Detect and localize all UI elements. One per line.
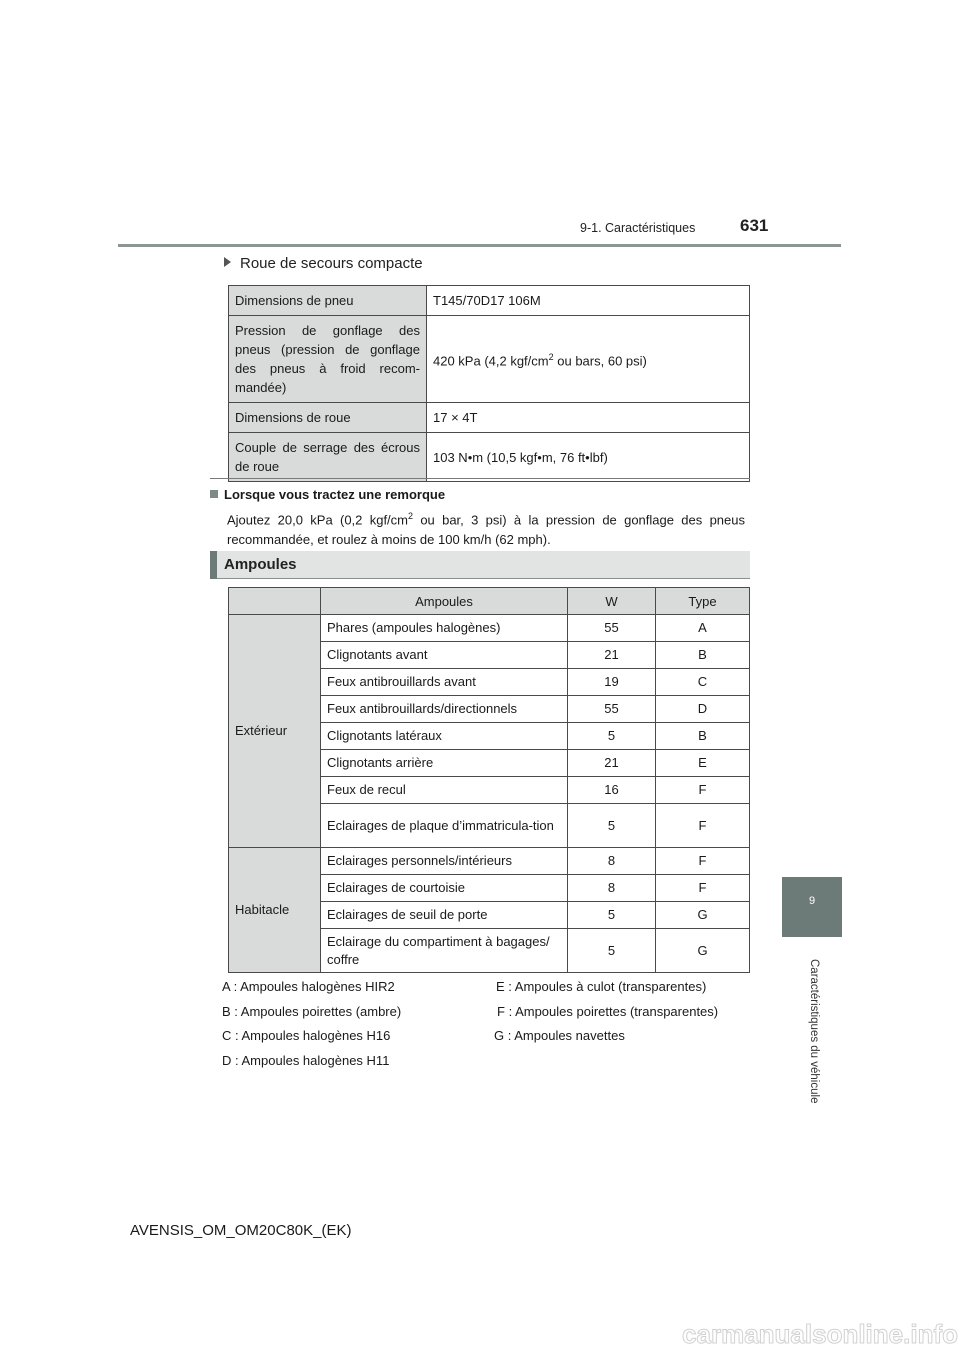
bulb-watts: 19 (568, 669, 656, 696)
chapter-number: 9 (808, 895, 816, 907)
bulb-type: E (656, 750, 750, 777)
group-cell: Extérieur (229, 615, 321, 848)
legend-letter: D (222, 1053, 232, 1068)
column-header: Ampoules (321, 588, 568, 615)
bulb-name: Clignotants avant (321, 642, 568, 669)
section-bar-accent (210, 551, 217, 579)
legend-letter: B (222, 1004, 231, 1019)
column-header: Type (656, 588, 750, 615)
bulb-type: F (656, 777, 750, 804)
legend-letter: F (497, 1004, 505, 1019)
bulb-watts: 5 (568, 929, 656, 973)
bulb-name: Clignotants latéraux (321, 723, 568, 750)
towing-note-title-text: Lorsque vous tractez une remorque (224, 487, 446, 502)
legend-text: Ampoules halogènes H11 (241, 1053, 390, 1068)
bulb-type: G (656, 929, 750, 973)
legend-item: A : Ampoules halogènes HIR2 (222, 979, 395, 994)
divider (210, 478, 750, 479)
group-cell: Habitacle (229, 848, 321, 973)
section-bar (210, 551, 750, 579)
bulb-type: F (656, 804, 750, 848)
legend-letter: A (222, 979, 230, 994)
legend-letter: C (222, 1028, 232, 1043)
watermark (0, 1315, 960, 1358)
legend-letter: E (496, 979, 505, 994)
towing-note-text (227, 506, 745, 550)
table-row (229, 615, 750, 642)
page-number: 631 (740, 216, 769, 235)
table-row (229, 848, 750, 875)
header-rule (118, 244, 841, 247)
bulb-watts: 21 (568, 750, 656, 777)
legend-text: Ampoules poirettes (ambre) (240, 1004, 402, 1019)
spec-value (427, 316, 750, 403)
spec-key: Couple de serrage des écrous de roue (229, 433, 427, 482)
bulb-watts: 5 (568, 902, 656, 929)
document-code: AVENSIS_OM_OM20C80K_(EK) (130, 1222, 352, 1239)
bulb-type: D (656, 696, 750, 723)
spec-value-text: 420 kPa (4,2 kgf/cm (433, 353, 549, 369)
triangle-bullet-icon (224, 257, 231, 267)
towing-note-title (210, 487, 445, 502)
bulb-type: F (656, 848, 750, 875)
bulb-watts: 5 (568, 723, 656, 750)
bulb-name: Eclairages de seuil de porte (321, 902, 568, 929)
towing-text-part: Ajoutez 20,0 kPa (0,2 kgf/cm (227, 512, 408, 528)
spare-wheel-table (228, 285, 750, 482)
table-row (229, 286, 750, 316)
spec-key: Dimensions de roue (229, 403, 427, 433)
bulb-watts: 21 (568, 642, 656, 669)
bulb-type: A (656, 615, 750, 642)
legend-text: Ampoules navettes (514, 1028, 625, 1043)
table-header-row (229, 588, 750, 615)
superscript: 2 (548, 351, 554, 362)
spare-wheel-heading-text: Roue de secours compacte (240, 255, 423, 272)
bulb-watts: 55 (568, 696, 656, 723)
legend-item: D : Ampoules halogènes H11 (222, 1053, 390, 1068)
legend-text: Ampoules poirettes (transparentes) (515, 1004, 719, 1019)
bulb-watts: 55 (568, 615, 656, 642)
bulb-name: Feux de recul (321, 777, 568, 804)
square-bullet-icon (210, 490, 218, 498)
legend-text: Ampoules halogènes H16 (241, 1028, 391, 1043)
legend-item: E : Ampoules à culot (transparentes) (496, 979, 707, 994)
bulb-name: Feux antibrouillards avant (321, 669, 568, 696)
legend-item: C : Ampoules halogènes H16 (222, 1028, 391, 1043)
watermark-text: carmanualsonline.info (682, 1319, 958, 1349)
table-row (229, 403, 750, 433)
bulb-watts: 8 (568, 875, 656, 902)
section-title-bulbs: Ampoules (224, 556, 297, 573)
section-title: 9-1. Caractéristiques (580, 221, 696, 235)
bulb-name: Eclairages de courtoisie (321, 875, 568, 902)
table-row (229, 433, 750, 482)
spec-value: 17 × 4T (427, 403, 750, 433)
spec-value-tail: ou bars, 60 psi) (553, 353, 647, 369)
bulb-watts: 8 (568, 848, 656, 875)
bulb-watts: 5 (568, 804, 656, 848)
bulb-name: Feux antibrouillards/directionnels (321, 696, 568, 723)
spec-value: T145/70D17 106M (427, 286, 750, 316)
superscript: 2 (408, 511, 414, 521)
spec-key: Pression de gonflage des pneus (pression de gonflage des pneus à froid recom-mandée) (229, 316, 427, 403)
bulb-name: Eclairage du compartiment à bagages/ coffre (321, 929, 568, 973)
bulb-type: B (656, 642, 750, 669)
bulb-name: Clignotants arrière (321, 750, 568, 777)
bulb-name: Phares (ampoules halogènes) (321, 615, 568, 642)
legend-text: Ampoules halogènes HIR2 (240, 979, 395, 994)
bulb-type: C (656, 669, 750, 696)
chapter-tab (782, 877, 842, 937)
bulbs-table (228, 587, 750, 973)
spare-wheel-heading (224, 255, 423, 272)
bulb-watts: 16 (568, 777, 656, 804)
towing-text-part: ou bar, 3 psi) à la pression de gonflage des pneus recommandée, et roulez à moins de 100 km/h (62 mph). (227, 512, 745, 548)
legend-letter: G (494, 1028, 505, 1043)
bulb-type: G (656, 902, 750, 929)
bulb-name: Eclairages de plaque d’immatricula-tion (321, 804, 568, 848)
legend-item: F : Ampoules poirettes (transparentes) (497, 1004, 719, 1019)
bulb-type: B (656, 723, 750, 750)
bulb-type: F (656, 875, 750, 902)
spec-value: 103 N•m (10,5 kgf•m, 76 ft•lbf) (427, 433, 750, 482)
legend-item: G : Ampoules navettes (494, 1028, 625, 1043)
legend-text: Ampoules à culot (transparentes) (514, 979, 707, 994)
spec-key: Dimensions de pneu (229, 286, 427, 316)
legend-item: B : Ampoules poirettes (ambre) (222, 1004, 402, 1019)
bulb-name: Eclairages personnels/intérieurs (321, 848, 568, 875)
column-header: W (568, 588, 656, 615)
chapter-label: Caractéristiques du véhicule (808, 959, 820, 1104)
table-row (229, 316, 750, 403)
column-header (229, 588, 321, 615)
